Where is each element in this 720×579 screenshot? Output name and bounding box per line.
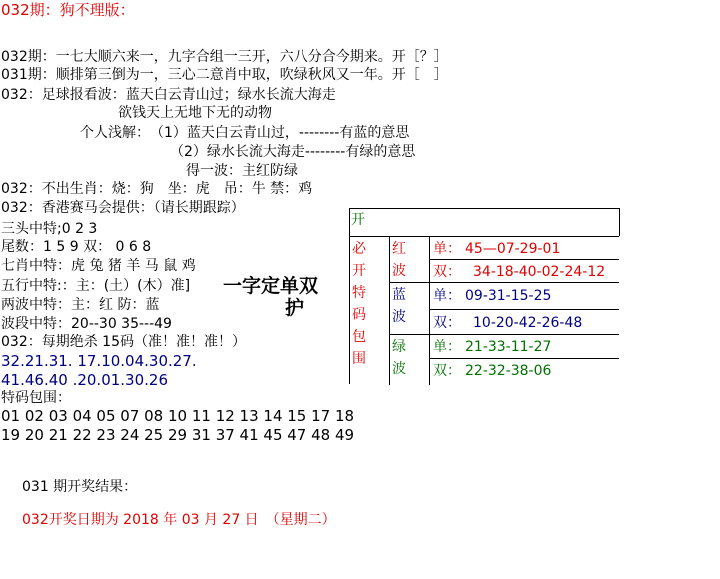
- tail-numbers: 尾数：1 5 9 双： 0 6 8: [1, 239, 152, 255]
- football-line: 032：足球报看波：蓝天白云青山过；绿水长流大海走: [1, 87, 336, 103]
- wave-result: 得一波：主红防绿: [186, 163, 298, 179]
- blue-double-value: 10-20-42-26-48: [473, 315, 583, 331]
- table-border-top: [349, 208, 619, 209]
- issue-title: 032期：狗不理版：: [1, 1, 135, 19]
- green-double-value: 22-32-38-06: [465, 363, 552, 379]
- excluded-zodiac: 032：不出生肖：烧：狗 坐：虎 吊：牛 禁：鸡: [1, 181, 313, 197]
- prediction-table: [349, 208, 620, 385]
- red-double-label: 双：: [433, 264, 461, 280]
- blue-single-label: 单：: [433, 288, 461, 304]
- red-single-value: 45—07-29-01: [465, 241, 561, 257]
- table-border-left: [349, 208, 350, 384]
- riddle-031: 031期：顺排第三倒为一，三心二意肖中取，吹绿秋风又一年。开［ ］: [1, 67, 448, 83]
- table-left-column: 必开特码包围: [352, 241, 366, 367]
- draw-date: 032开奖日期为 2018 年 03 月 27 日 （星期二）: [22, 512, 336, 528]
- table-group-line-2: [389, 334, 619, 335]
- blue-double-label: 双：: [433, 315, 461, 331]
- table-border-right: [619, 208, 620, 236]
- interpretation-2: （2）绿水长流大海走--------有绿的意思: [170, 144, 416, 160]
- table-row-line-3: [429, 358, 619, 359]
- two-waves: 两波中特：主：红 防：蓝: [1, 297, 160, 313]
- table-header: 开: [351, 212, 365, 228]
- special-surround-title: 特码包围：: [1, 390, 71, 406]
- blue-single-value: 09-31-15-25: [465, 288, 552, 304]
- table-row-line-1: [429, 259, 619, 260]
- green-wave-label: 绿波: [392, 339, 406, 377]
- kill-numbers-2: 41.46.40 .20.01.30.26: [1, 371, 168, 389]
- riddle-animal: 欲钱天上无地下无的动物: [118, 105, 272, 121]
- blue-wave-label: 蓝波: [392, 287, 406, 325]
- single-double-title-2: 护: [285, 297, 305, 319]
- surround-numbers-1: 01 02 03 04 05 07 08 10 11 12 13 14 15 17 18: [1, 407, 355, 425]
- source-line: 032：香港赛马会提供：（请长期跟踪）: [1, 200, 245, 216]
- table-row-line-2: [429, 309, 619, 310]
- kill-line: 032：每期绝杀 15码（准！准！准！）: [1, 334, 246, 350]
- kill-numbers-1: 32.21.31. 17.10.04.30.27.: [1, 352, 197, 370]
- riddle-032: 032期：一七大顺六来一，九字合组一三开，六八分合今期来。开［？］: [1, 49, 448, 65]
- seven-zodiac: 七肖中特：虎 兔 猪 羊 马 鼠 鸡: [1, 258, 196, 274]
- five-elements: 五行中特:：主：(土）(木）准]: [1, 278, 191, 294]
- table-col-line-1: [389, 236, 390, 385]
- single-double-title: 一字定单双: [223, 275, 319, 297]
- head-numbers: 三头中特;0 2 3: [1, 221, 98, 237]
- interpretation-1: 个人浅解： （1）蓝天白云青山过，--------有蓝的意思: [80, 125, 410, 141]
- last-result: 031 期开奖结果：: [22, 479, 138, 495]
- wave-range: 波段中特：20--30 35---49: [1, 316, 172, 332]
- green-single-label: 单：: [433, 339, 461, 355]
- red-wave-label: 红波: [392, 241, 406, 279]
- table-group-line-1: [389, 282, 619, 283]
- green-single-value: 21-33-11-27: [465, 339, 552, 355]
- green-double-label: 双：: [433, 363, 461, 379]
- surround-numbers-2: 19 20 21 22 23 24 25 29 31 37 41 45 47 48 49: [1, 426, 355, 444]
- red-single-label: 单：: [433, 241, 461, 257]
- red-double-value: 34-18-40-02-24-12: [473, 264, 606, 280]
